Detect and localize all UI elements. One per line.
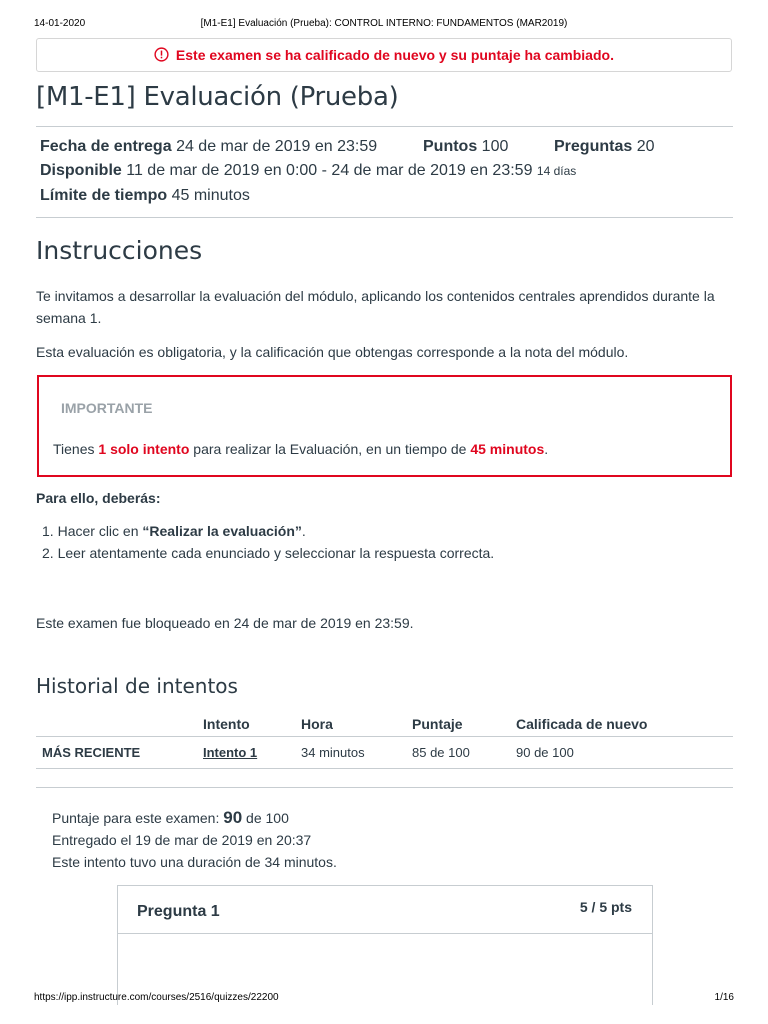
- points-value: 100: [481, 138, 509, 155]
- time-highlight: 45 minutos: [470, 441, 545, 457]
- meta-divider: [36, 217, 733, 218]
- time-limit-label: Límite de tiempo: [40, 187, 168, 204]
- regrade-alert: [36, 38, 732, 72]
- score-summary: [52, 807, 337, 873]
- attempt-regraded: 90 de 100: [516, 745, 574, 760]
- step-number: 1.: [42, 523, 54, 539]
- header-divider: [36, 736, 733, 737]
- row-divider: [36, 768, 733, 769]
- exclamation-circle-icon: [154, 47, 173, 63]
- step-item-1: [42, 520, 494, 542]
- column-header-attempt: Intento: [203, 716, 250, 732]
- quiz-title: [M1-E1] Evaluación (Prueba): [36, 82, 399, 112]
- duration-line: Este intento tuvo una duración de 34 minutos.: [52, 854, 337, 870]
- locked-notice: Este examen fue bloqueado en 24 de mar de 2019 en 23:59.: [36, 615, 414, 631]
- available-value: 11 de mar de 2019 en 0:00 - 24 de mar de 2019 en 23:59: [126, 162, 533, 179]
- step2-text: Leer atentamente cada enunciado y seleccionar la respuesta correcta.: [57, 545, 495, 561]
- print-document-title: [M1-E1] Evaluación (Prueba): CONTROL INTERNO: FUNDAMENTOS (MAR2019): [200, 18, 568, 29]
- attempt-time: 34 minutos: [301, 745, 365, 760]
- alert-text: Este examen se ha calificado de nuevo y su puntaje ha cambiado.: [175, 47, 614, 63]
- questions-value: 20: [636, 138, 655, 155]
- question-points: 5 / 5 pts: [579, 899, 632, 915]
- important-text-mid: para realizar la Evaluación, en un tiempo de: [189, 441, 471, 457]
- points-row: [423, 138, 508, 156]
- question-card: [117, 885, 653, 1005]
- important-text-end: .: [544, 441, 549, 457]
- due-date-row: [40, 138, 377, 156]
- points-label: Puntos: [423, 138, 478, 155]
- question-title: Pregunta 1: [137, 903, 220, 920]
- step1-strong: “Realizar la evaluación”: [142, 523, 302, 539]
- step-number: 2.: [42, 545, 54, 561]
- print-date: 14-01-2020: [34, 18, 86, 29]
- score-line: [52, 807, 337, 829]
- score-value: 90: [223, 808, 243, 827]
- important-box: [37, 375, 732, 477]
- steps-intro: Para ello, deberás:: [36, 490, 161, 506]
- step1-end: .: [301, 523, 306, 539]
- row-label: MÁS RECIENTE: [42, 745, 141, 760]
- instructions-paragraph-1: Te invitamos a desarrollar la evaluación del módulo, aplicando los contenidos centrales aprendidos durante la semana 1.: [36, 288, 715, 326]
- history-divider: [36, 787, 733, 788]
- questions-row: [554, 138, 655, 156]
- time-limit-row: [40, 187, 250, 205]
- print-url: https://ipp.instructure.com/courses/2516/quizzes/22200: [34, 992, 279, 1003]
- due-value: 24 de mar de 2019 en 23:59: [176, 138, 378, 155]
- question-header-divider: [118, 933, 652, 934]
- important-text: [53, 441, 548, 457]
- history-title: Historial de intentos: [36, 674, 238, 698]
- steps-list: [42, 520, 494, 564]
- due-label: Fecha de entrega: [40, 138, 172, 155]
- instructions-paragraph-2: Esta evaluación es obligatoria, y la calificación que obtengas corresponde a la nota del módulo.: [36, 344, 629, 360]
- time-limit-value: 45 minutos: [171, 187, 250, 204]
- step-item-2: [42, 542, 494, 564]
- submitted-line: Entregado el 19 de mar de 2019 en 20:37: [52, 832, 312, 848]
- attempt-score: 85 de 100: [412, 745, 470, 760]
- questions-label: Preguntas: [554, 138, 633, 155]
- important-label: IMPORTANTE: [61, 400, 153, 416]
- column-header-score: Puntaje: [412, 716, 463, 732]
- instructions-title: Instrucciones: [36, 236, 203, 265]
- score-of: de 100: [242, 810, 289, 826]
- available-row: [40, 162, 576, 180]
- title-divider: [36, 126, 733, 127]
- column-header-time: Hora: [301, 716, 333, 732]
- score-label: Puntaje para este examen:: [52, 810, 224, 826]
- step1-text: Hacer clic en: [57, 523, 143, 539]
- column-header-regraded: Calificada de nuevo: [516, 716, 648, 732]
- attempt-link[interactable]: Intento 1: [203, 745, 258, 760]
- important-text-pre: Tienes: [53, 441, 99, 457]
- attempts-highlight: 1 solo intento: [98, 441, 190, 457]
- print-page-number: 1/16: [714, 992, 734, 1003]
- available-label: Disponible: [40, 162, 122, 179]
- available-days: 14 días: [536, 164, 577, 178]
